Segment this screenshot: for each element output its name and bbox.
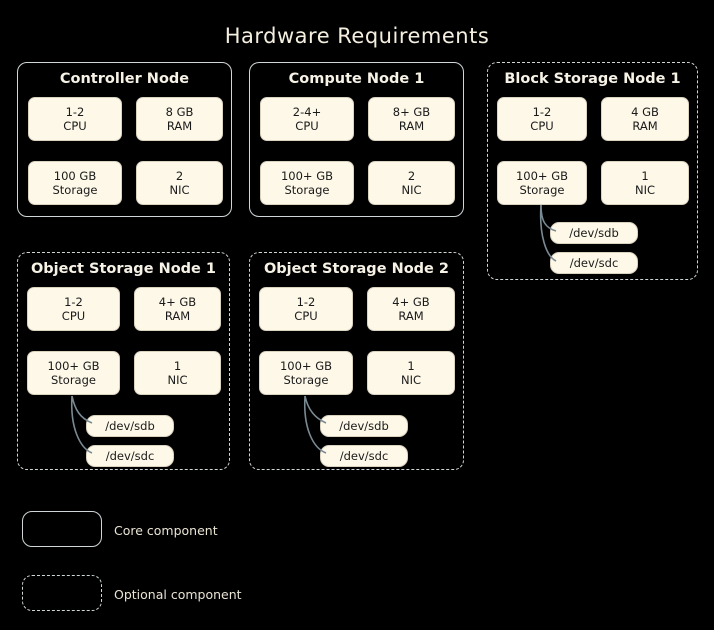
cell-line-1: 100+ GB bbox=[47, 359, 100, 373]
node-cell-ram bbox=[136, 97, 223, 141]
cell-line-1: 1 bbox=[407, 359, 415, 373]
cell-line-2: CPU bbox=[530, 119, 554, 133]
node-cell-cpu bbox=[259, 287, 353, 331]
cell-line-1: 100 GB bbox=[53, 169, 97, 183]
cell-line-2: RAM bbox=[398, 309, 424, 323]
node-cell-cpu bbox=[260, 97, 354, 141]
node-cell-storage bbox=[260, 161, 354, 205]
cell-line-2: NIC bbox=[400, 373, 422, 387]
device-label: /dev/sdc bbox=[550, 252, 638, 274]
node-title: Object Storage Node 1 bbox=[30, 261, 217, 277]
node-cell-storage bbox=[27, 351, 120, 395]
cell-line-2: Storage bbox=[50, 373, 96, 387]
node-cell-nic bbox=[601, 161, 689, 205]
cell-line-1: 1-2 bbox=[64, 295, 83, 309]
node-cell-storage bbox=[259, 351, 353, 395]
device-label: /dev/sdb bbox=[320, 415, 408, 437]
device-label: /dev/sdb bbox=[550, 222, 638, 244]
cell-line-1: 1 bbox=[173, 359, 182, 373]
cell-line-1: 8+ GB bbox=[392, 105, 431, 119]
cell-line-2: RAM bbox=[632, 119, 658, 133]
cell-line-2: RAM bbox=[398, 119, 425, 133]
node-cell-ram bbox=[368, 97, 455, 141]
device-label: /dev/sdc bbox=[320, 445, 408, 467]
legend-swatch-optional bbox=[22, 575, 102, 611]
cell-line-1: 4+ GB bbox=[158, 295, 197, 309]
node-controller-node bbox=[17, 62, 232, 217]
cell-line-2: RAM bbox=[166, 119, 193, 133]
cell-line-2: CPU bbox=[61, 309, 86, 323]
node-title: Compute Node 1 bbox=[288, 71, 425, 87]
node-cell-cpu bbox=[28, 97, 122, 141]
cell-line-2: NIC bbox=[167, 373, 188, 387]
cell-line-2: Storage bbox=[519, 183, 565, 197]
cell-line-1: 2 bbox=[407, 169, 416, 183]
node-title: Object Storage Node 2 bbox=[263, 261, 450, 277]
cell-line-1: 1-2 bbox=[65, 105, 85, 119]
legend-swatch-core bbox=[22, 511, 102, 547]
cell-line-1: 1-2 bbox=[532, 105, 552, 119]
cell-line-1: 1 bbox=[641, 169, 649, 183]
node-block-storage-node-1 bbox=[487, 62, 698, 280]
cell-line-1: 100+ GB bbox=[515, 169, 569, 183]
cell-line-2: Storage bbox=[283, 373, 329, 387]
cell-line-2: Storage bbox=[284, 183, 330, 197]
cell-line-2: Storage bbox=[52, 183, 98, 197]
node-cell-ram bbox=[367, 287, 455, 331]
device-label: /dev/sdc bbox=[86, 445, 174, 467]
node-cell-nic bbox=[368, 161, 455, 205]
cell-line-1: 100+ GB bbox=[280, 169, 334, 183]
node-cell-ram bbox=[601, 97, 689, 141]
legend-label-core: Core component bbox=[114, 523, 218, 538]
legend-label-optional: Optional component bbox=[114, 587, 242, 602]
cell-line-1: 2 bbox=[175, 169, 184, 183]
cell-line-2: CPU bbox=[63, 119, 87, 133]
cell-line-1: 8 GB bbox=[165, 105, 194, 119]
diagram-title: Hardware Requirements bbox=[224, 24, 490, 48]
cell-line-1: 2-4+ bbox=[292, 105, 322, 119]
node-cell-storage bbox=[28, 161, 122, 205]
node-object-storage-node-2 bbox=[249, 252, 464, 470]
cell-line-1: 1-2 bbox=[296, 295, 316, 309]
cell-line-1: 4+ GB bbox=[392, 295, 430, 309]
node-cell-nic bbox=[136, 161, 223, 205]
node-cell-nic bbox=[367, 351, 455, 395]
node-cell-cpu bbox=[497, 97, 587, 141]
node-title: Block Storage Node 1 bbox=[504, 71, 681, 87]
node-cell-ram bbox=[134, 287, 221, 331]
cell-line-2: NIC bbox=[401, 183, 422, 197]
cell-line-2: RAM bbox=[164, 309, 191, 323]
node-title: Controller Node bbox=[59, 71, 190, 87]
cell-line-2: NIC bbox=[169, 183, 190, 197]
cell-line-1: 4 GB bbox=[631, 105, 659, 119]
cell-line-2: NIC bbox=[634, 183, 656, 197]
cell-line-2: CPU bbox=[294, 309, 318, 323]
node-cell-nic bbox=[134, 351, 221, 395]
cell-line-1: 100+ GB bbox=[279, 359, 333, 373]
node-object-storage-node-1 bbox=[17, 252, 230, 470]
node-cell-cpu bbox=[27, 287, 120, 331]
node-cell-storage bbox=[497, 161, 587, 205]
node-compute-node-1 bbox=[249, 62, 464, 217]
device-label: /dev/sdb bbox=[86, 415, 174, 437]
cell-line-2: CPU bbox=[295, 119, 319, 133]
